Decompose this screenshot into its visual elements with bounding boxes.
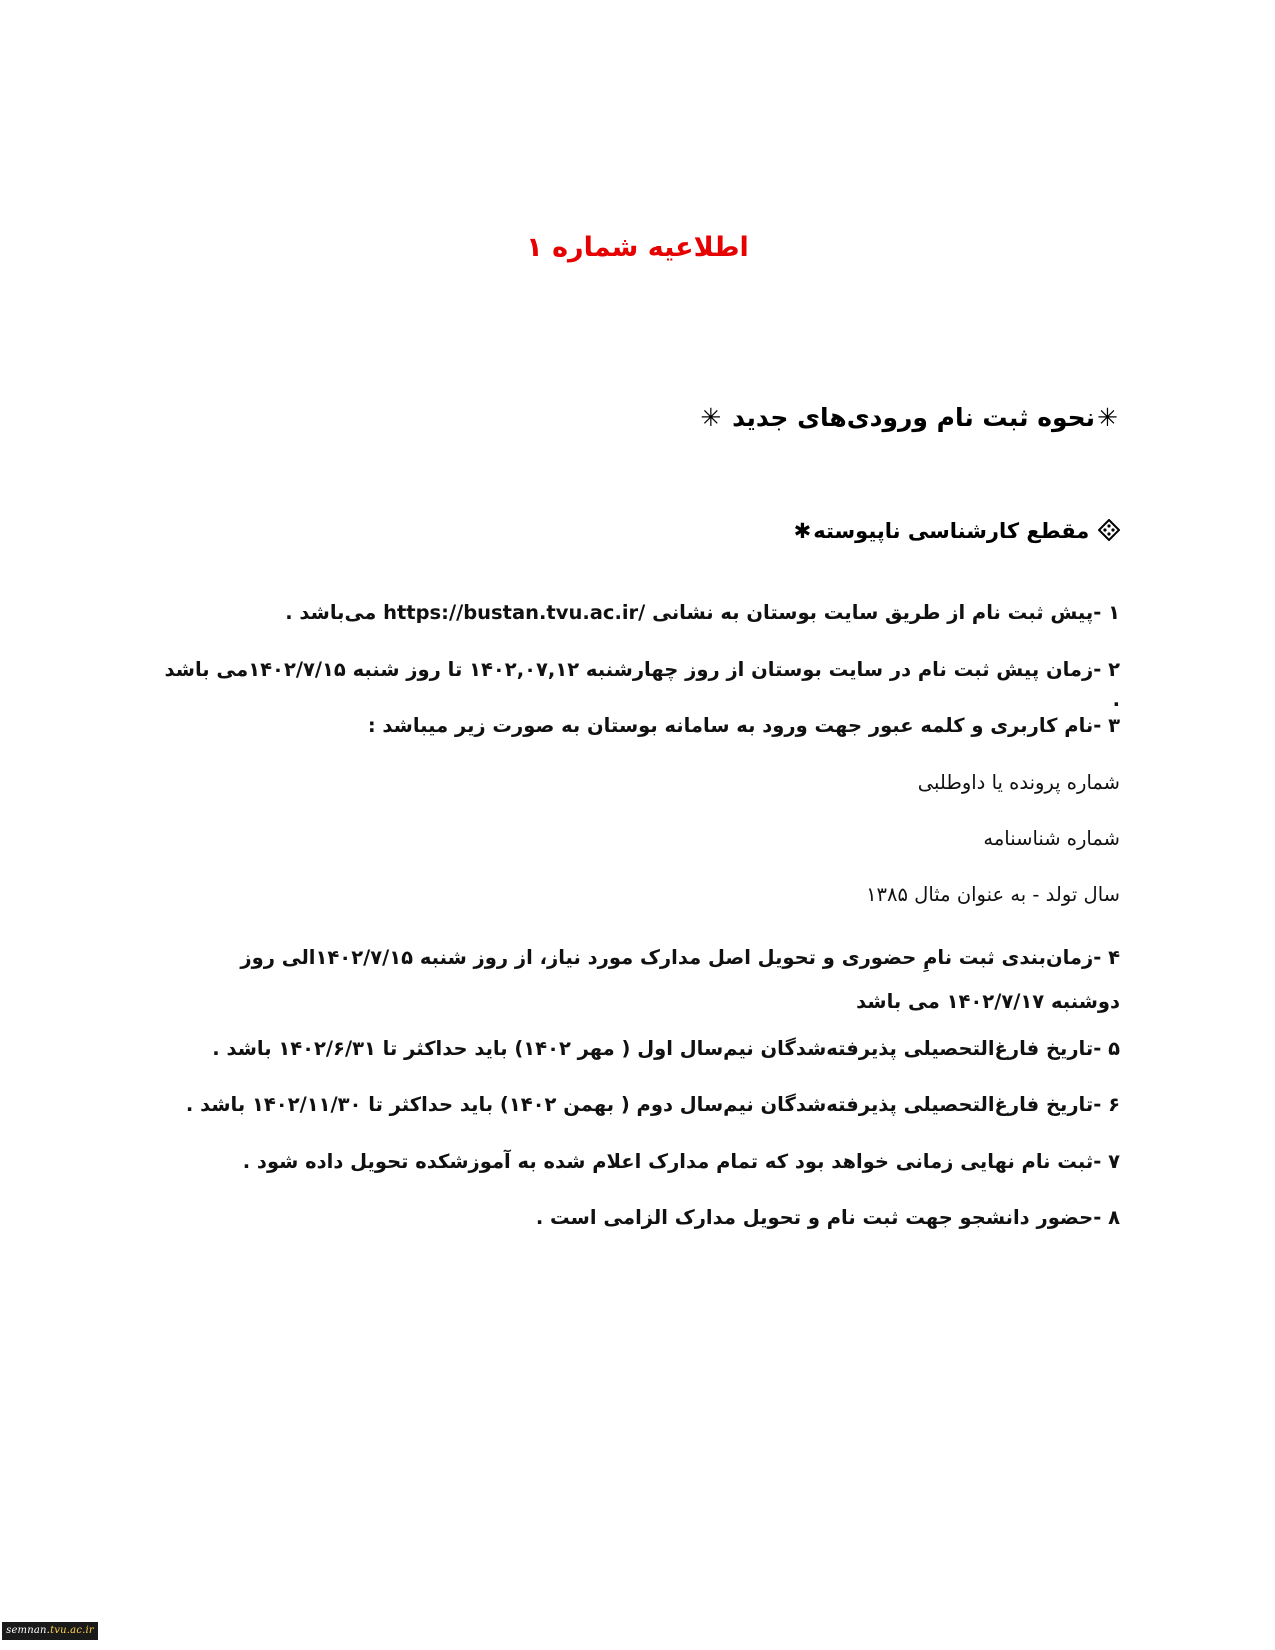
page-title: اطلاعیه شماره ۱ <box>526 232 749 263</box>
list-item-text: ۱ -پیش ثبت نام از طریق سایت بوستان به نشانی <box>645 601 1120 624</box>
list-item <box>160 598 1120 628</box>
list-item: ۵ -تاریخ فارغ‌التحصیلی پذیرفته‌شدگان نیم‌سال اول ( مهر ۱۴۰۲) باید حداکثر تا ۱۴۰۲/۶/۳۱ باشد . <box>212 1037 1120 1060</box>
subsection-heading-text: مقطع کارشناسی ناپیوسته <box>813 519 1090 543</box>
list-item: شماره پرونده یا داوطلبی <box>917 771 1120 794</box>
site-name: semnan. <box>6 1625 51 1636</box>
asterisk-icon: ✳ <box>700 403 722 432</box>
list-item: سال تولد - به عنوان مثال ۱۳۸۵ <box>866 883 1120 906</box>
list-item: ۷ -ثبت نام نهایی زمانی خواهد بود که تمام مدارک اعلام شده به آموزشکده تحویل داده شود . <box>242 1150 1120 1173</box>
site-domain: tvu.ac.ir <box>50 1625 94 1636</box>
list-item: ۲ -زمان پیش ثبت نام در سایت بوستان از روز چهارشنبه ۱۴۰۲,۰۷,۱۲ تا روز شنبه ۱۴۰۲/۷/۱۵می باشد . <box>164 658 1120 711</box>
list-item-text: می‌باشد . <box>285 601 384 624</box>
list-item: ۴ -زمان‌بندی ثبت نامِ حضوری و تحویل اصل مدارک مورد نیاز، از روز شنبه ۱۴۰۲/۷/۱۵الی روز دوشنبه ۱۴۰۲/۷/۱۷ می باشد <box>240 946 1120 1013</box>
subsection-heading <box>220 513 1120 549</box>
list-item: ۸ -حضور دانشجو جهت ثبت نام و تحویل مدارک الزامی است . <box>535 1206 1120 1229</box>
list-item: شماره شناسنامه <box>983 827 1120 850</box>
site-watermark-logo <box>2 1622 98 1640</box>
bustan-url-link[interactable]: https://bustan.tvu.ac.ir/ <box>383 601 646 624</box>
section-heading <box>220 398 1120 438</box>
asterisk-icon: ✳ <box>1097 403 1118 432</box>
list-item: ۳ -نام کاربری و کلمه عبور جهت ورود به سامانه بوستان به صورت زیر میباشد : <box>367 714 1120 737</box>
asterisk-icon: ✱ <box>793 519 812 543</box>
list-item: ۶ -تاریخ فارغ‌التحصیلی پذیرفته‌شدگان نیم‌سال دوم ( بهمن ۱۴۰۲) باید حداکثر تا ۱۴۰۲/۱۱/۳۰ باشد . <box>185 1093 1120 1116</box>
section-heading-text: نحوه ثبت نام ورودی‌های جدید <box>732 403 1096 432</box>
diamond-dots-icon <box>1089 519 1120 543</box>
